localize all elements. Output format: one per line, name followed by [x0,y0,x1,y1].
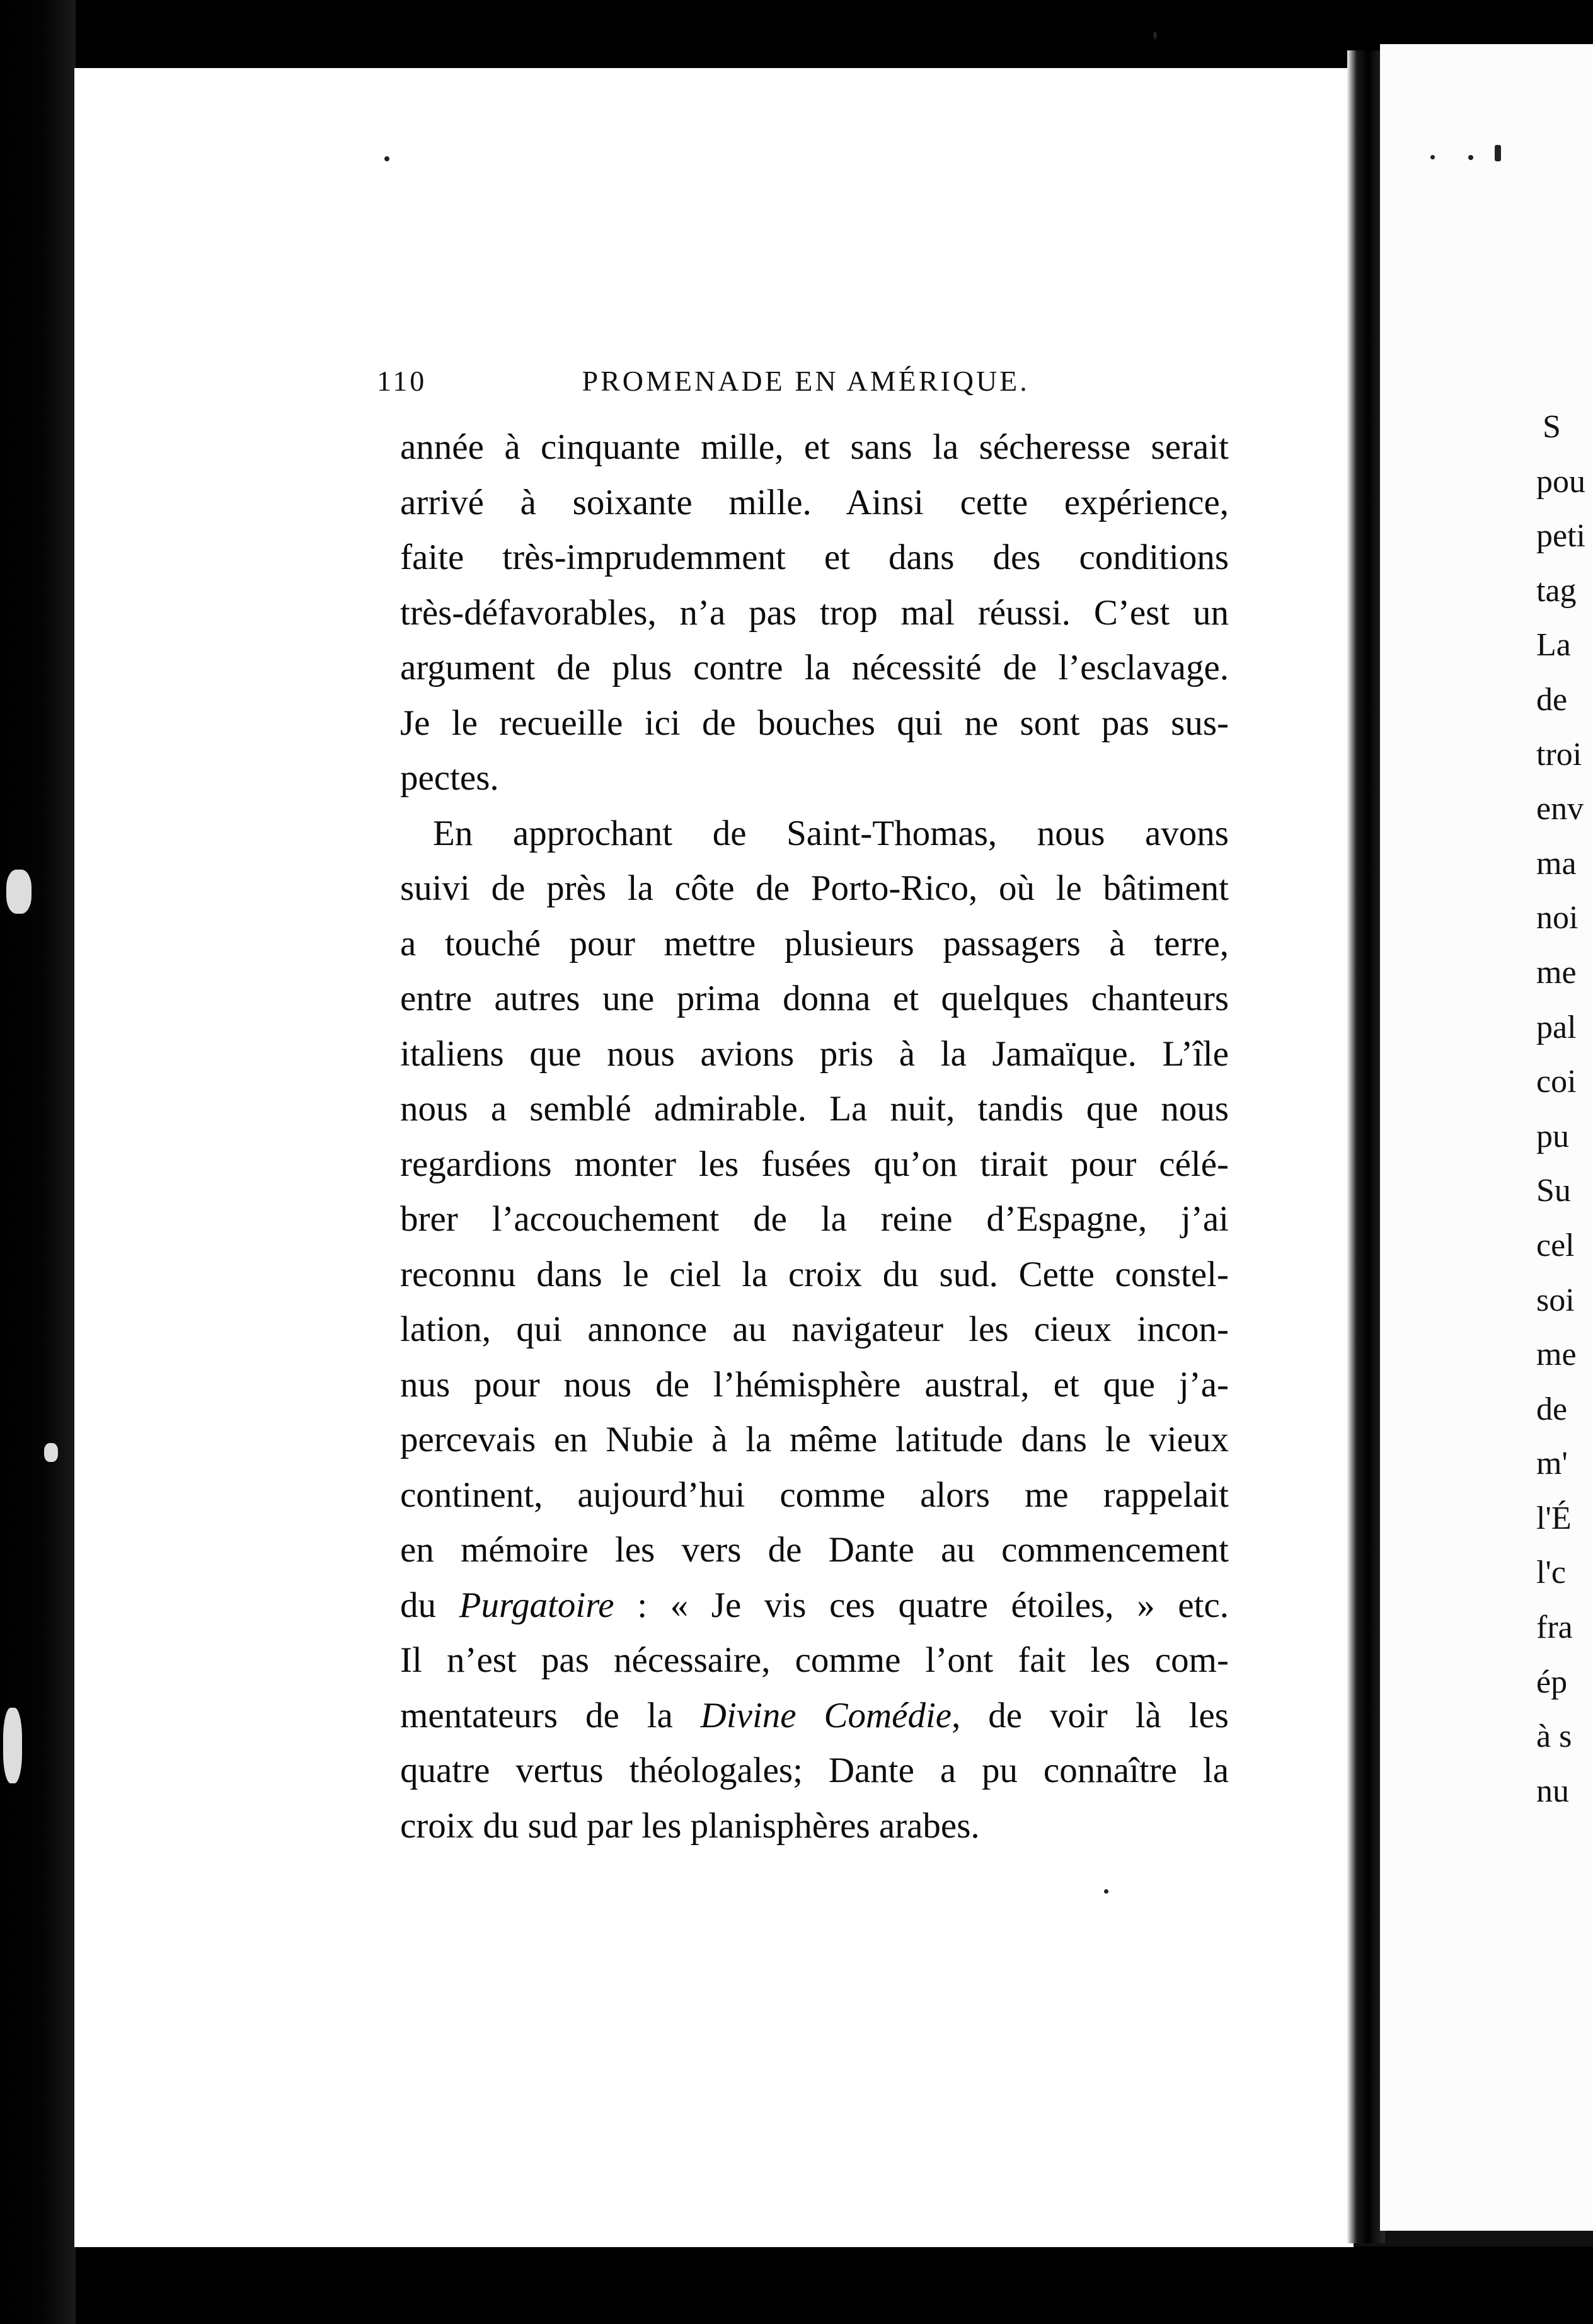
facing-line-fragment: soi [1536,1282,1575,1318]
scan-noise [44,1443,58,1462]
text-line: a touché pour mettre plusieurs passagers à terre, [400,923,1229,964]
facing-line-fragment: pu [1536,1118,1569,1154]
text-line: regardions monter les fusées qu’on tirait pour célé- [400,1144,1229,1184]
text-segment: : « Je vis ces quatre étoiles, » etc. [614,1585,1229,1625]
facing-line-fragment: peti [1536,518,1585,555]
text-line: entre autres une prima donna et quelques chanteurs [400,979,1229,1018]
facing-line-fragment: Su [1536,1173,1571,1209]
facing-line-fragment: ma [1536,845,1577,882]
page-number: 110 [377,365,427,397]
text-line: très-défavorables, n’a pas trop mal réussi. C’est un [400,592,1229,633]
text-line [400,1578,1229,1633]
body-text [400,420,1229,1853]
text-line: En approchant de Saint-Thomas, nous avons [433,813,1229,853]
running-head [377,364,1038,408]
italic-title: Divine Comédie [700,1695,952,1735]
text-line: italiens que nous avions pris à la Jamaïque. L’île [400,1033,1229,1074]
text-line: percevais en Nubie à la même latitude dans le vieux [400,1420,1229,1459]
facing-line-fragment: pou [1536,463,1585,500]
facing-line-fragment: troi [1536,736,1582,773]
text-segment: mentateurs de la [400,1695,701,1735]
italic-title: Purgatoire [459,1585,614,1625]
text-line: Il n’est pas nécessaire, comme l’ont fait les com- [400,1640,1229,1680]
text-line: reconnu dans le ciel la croix du sud. Cette constel- [400,1254,1229,1294]
text-line: pectes. [400,758,499,798]
facing-line-fragment: à s [1536,1718,1572,1755]
facing-line-fragment: me [1536,1337,1577,1373]
scan-background-left [0,0,76,2324]
facing-line-fragment: coi [1536,1064,1577,1100]
facing-line-fragment: l'c [1536,1555,1566,1591]
facing-line-fragment: pal [1536,1009,1577,1045]
text-line [400,1688,1229,1744]
facing-page-text-fragments [1536,400,1593,1819]
text-line: suivi de près la côte de Porto-Rico, où le bâtiment [400,868,1229,908]
facing-line-fragment: fra [1536,1609,1573,1646]
scan-speck [1468,155,1473,160]
text-segment: du [400,1585,459,1625]
scan-speck [1430,155,1435,159]
facing-line-fragment: S [1543,409,1561,445]
text-line: nus pour nous de l’hémisphère austral, et que j’a- [400,1364,1229,1405]
scan-speck [1153,32,1157,39]
facing-line-fragment: tag [1536,572,1577,609]
text-line: nous a semblé admirable. La nuit, tandis que nous [400,1089,1229,1129]
text-line: Je le recueille ici de bouches qui ne sont pas sus- [400,703,1229,743]
text-line: croix du sud par les planisphères arabes. [400,1805,980,1846]
facing-line-fragment: cel [1536,1227,1575,1263]
facing-line-fragment: de [1536,1391,1568,1427]
scan-noise [6,870,32,914]
text-line: quatre vertus théologales; Dante a pu connaître la [400,1751,1229,1790]
facing-line-fragment: l'É [1536,1500,1572,1536]
text-line: argument de plus contre la nécessité de l’esclavage. [400,648,1229,687]
facing-line-fragment: m' [1536,1446,1568,1482]
facing-line-fragment: ép [1536,1664,1568,1700]
facing-line-fragment: noi [1536,900,1579,936]
text-line: faite très-imprudemment et dans des conditions [400,538,1229,577]
text-line: brer l’accouchement de la reine d’Espagne, j’ai [400,1199,1229,1239]
book-gutter [1347,50,1385,2243]
text-line: continent, aujourd’hui comme alors me rappelait [400,1475,1229,1515]
scan-noise [3,1708,22,1783]
facing-line-fragment: env [1536,791,1584,827]
facing-line-fragment: me [1536,954,1577,991]
facing-line-fragment: nu [1536,1773,1569,1809]
text-line: arrivé à soixante mille. Ainsi cette expérience, [400,482,1229,522]
scan-background-bottom [0,2246,1593,2324]
scan-speck [1104,1889,1108,1894]
scan-speck [1495,145,1501,161]
running-title: PROMENADE EN AMÉRIQUE. [582,365,1030,397]
text-line: année à cinquante mille, et sans la sécheresse serait [400,427,1229,467]
text-line: lation, qui annonce au navigateur les cieux incon- [400,1309,1229,1349]
text-line: en mémoire les vers de Dante au commencement [400,1530,1229,1570]
text-segment: , de voir là les [952,1695,1229,1735]
scan-speck [384,156,389,161]
facing-line-fragment: de [1536,681,1568,718]
facing-line-fragment: La [1536,627,1571,664]
